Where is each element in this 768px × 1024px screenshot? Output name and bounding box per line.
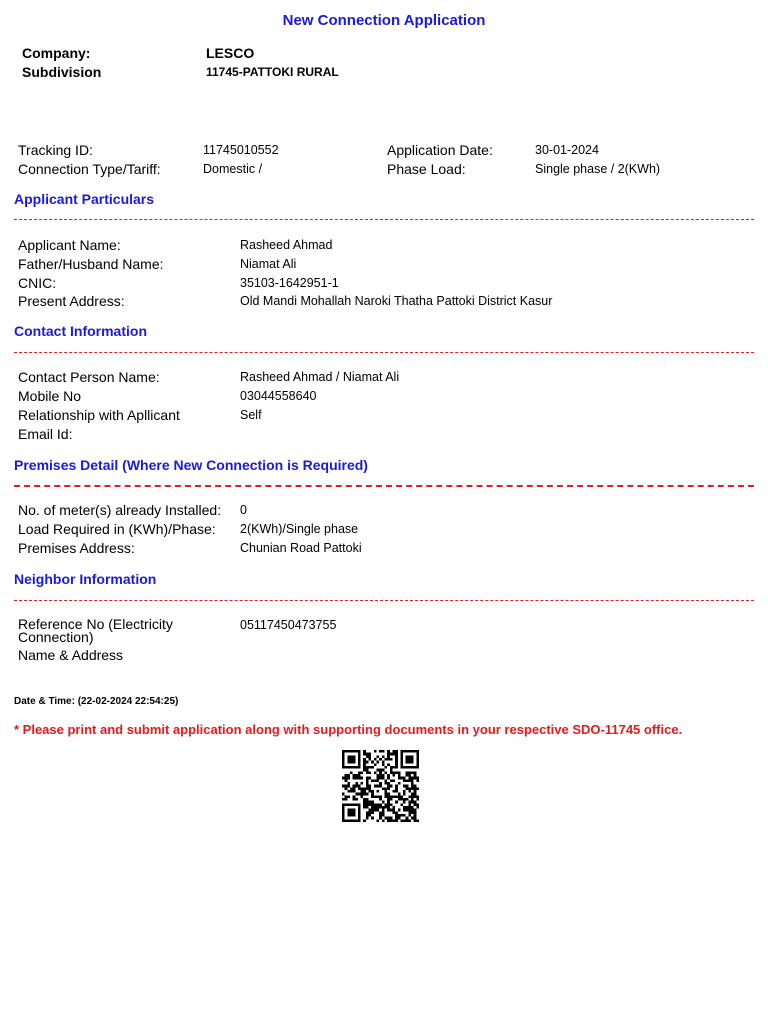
relationship-value: Self — [240, 408, 262, 422]
father-name-value: Niamat Ali — [240, 257, 297, 271]
section-divider — [14, 219, 754, 220]
premises-section-heading: Premises Detail (Where New Connection is Required) — [14, 457, 368, 473]
contact-person-value: Rasheed Ahmad / Niamat Ali — [240, 370, 400, 384]
section-divider — [14, 600, 754, 601]
premises-address-label: Premises Address: — [18, 540, 135, 556]
subdivision-label: Subdivision — [22, 64, 102, 80]
applicant-name-label: Applicant Name: — [18, 237, 121, 253]
section-divider — [14, 352, 754, 353]
meters-installed-label: No. of meter(s) already Installed: — [18, 502, 222, 518]
connection-type-label: Connection Type/Tariff: — [18, 161, 161, 177]
section-divider — [14, 485, 754, 487]
relationship-label: Relationship with Apllicant — [18, 407, 180, 423]
application-date-value: 30-01-2024 — [535, 143, 599, 157]
reference-no-label: Reference No (Electricity Connection) — [18, 616, 173, 645]
datetime-stamp: Date & Time: (22-02-2024 22:54:25) — [14, 696, 179, 707]
reference-no-value: 05117450473755 — [240, 618, 337, 632]
applicant-name-value: Rasheed Ahmad — [240, 238, 333, 252]
neighbor-section-heading: Neighbor Information — [14, 571, 157, 587]
application-date-label: Application Date: — [387, 142, 493, 158]
email-label: Email Id: — [18, 426, 73, 442]
cnic-value: 35103-1642951-1 — [240, 276, 339, 290]
tracking-id-value: 11745010552 — [203, 143, 279, 157]
submission-note: * Please print and submit application along with supporting documents in your respective SDO-11745 office. — [14, 722, 683, 737]
contact-person-label: Contact Person Name: — [18, 369, 160, 385]
phase-load-value: Single phase / 2(KWh) — [535, 162, 661, 176]
tracking-id-label: Tracking ID: — [18, 142, 93, 158]
load-required-label: Load Required in (KWh)/Phase: — [18, 521, 216, 537]
company-label: Company: — [22, 45, 91, 61]
mobile-label: Mobile No — [18, 388, 82, 404]
contact-section-heading: Contact Information — [14, 323, 147, 339]
page-title: New Connection Application — [282, 12, 486, 29]
father-name-label: Father/Husband Name: — [18, 256, 164, 272]
qr-code — [342, 750, 419, 822]
name-address-label: Name & Address — [18, 647, 124, 663]
meters-installed-value: 0 — [240, 503, 247, 517]
premises-address-value: Chunian Road Pattoki — [240, 541, 362, 555]
connection-type-value: Domestic / — [203, 162, 263, 176]
applicant-section-heading: Applicant Particulars — [14, 191, 155, 207]
cnic-label: CNIC: — [18, 275, 57, 291]
load-required-value: 2(KWh)/Single phase — [240, 522, 359, 536]
present-address-label: Present Address: — [18, 293, 125, 309]
phase-load-label: Phase Load: — [387, 161, 466, 177]
present-address-value: Old Mandi Mohallah Naroki Thatha Pattoki District Kasur — [240, 294, 553, 308]
subdivision-value: 11745-PATTOKI RURAL — [206, 65, 339, 79]
company-value: LESCO — [206, 45, 255, 61]
mobile-value: 03044558640 — [240, 389, 317, 403]
